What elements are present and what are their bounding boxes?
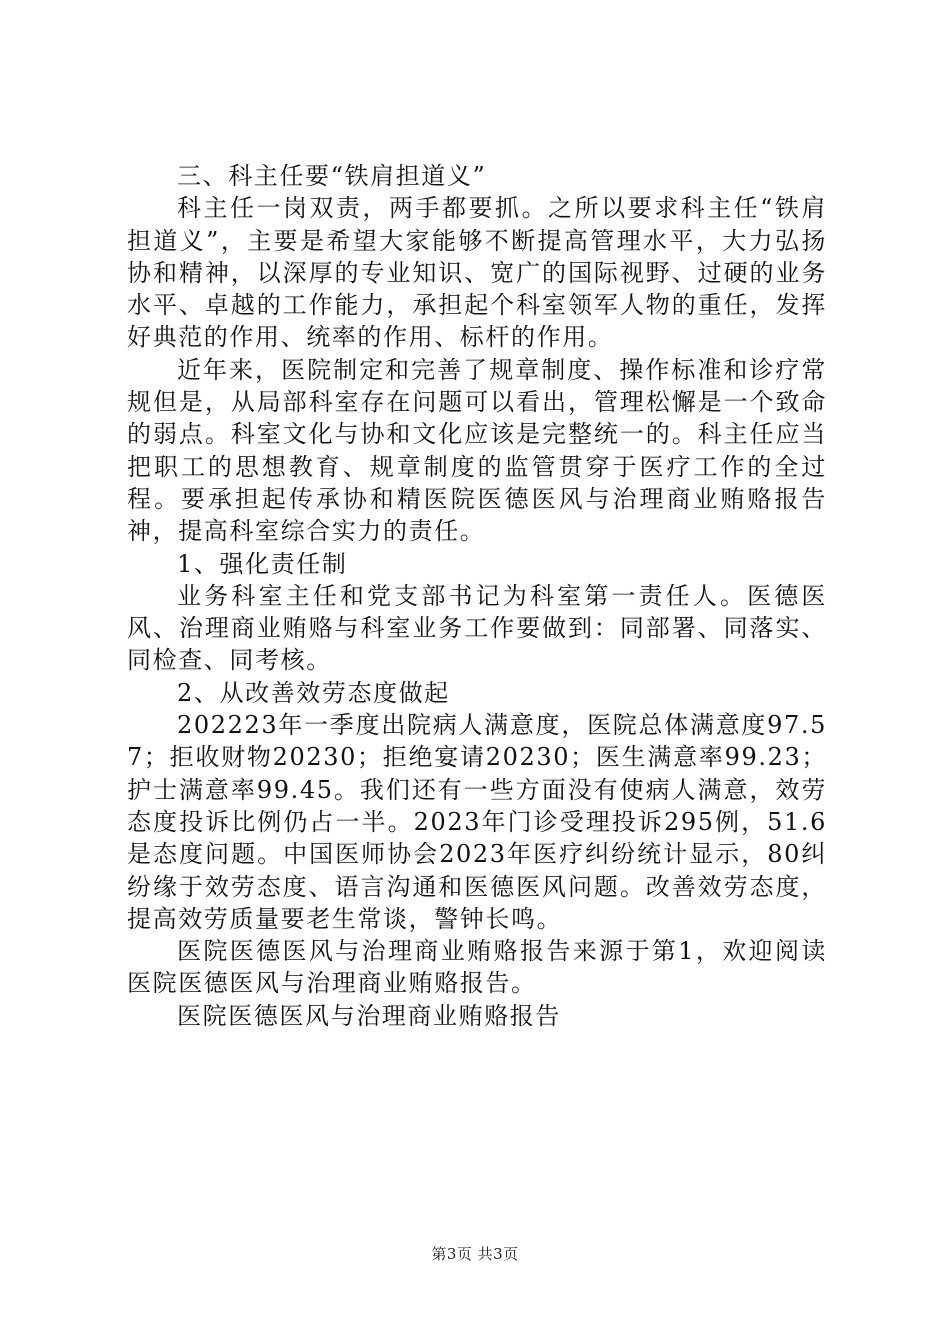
section-heading-3: 三、科主任要“铁肩担道义” [177,162,487,190]
body-paragraph: 202223年一季度出院病人满意度，医院总体满意度97.57；拒收财物20230；拒绝宴请20230；医生满意率99.23；护士满意率99.45。我们还有一些方面没有使病人满意，效劳态度投诉比例仍占一半。2023年门诊受理投诉295例，51.6是态度问题。中国医师协会2023年医疗纠纷统计显示，80纠纷缘于效劳态度、语言沟通和医德医风问题。改善效劳态度，提高效劳质量要老生常谈，警钟长鸣。 [127,711,827,933]
body-paragraph: 医院医德医风与治理商业贿赂报告 [177,1001,561,1030]
subheading-1: 1、强化责任制 [177,549,348,578]
page-footer: 第3页 共3页 [431,1245,519,1263]
body-paragraph: 科主任一岗双责，两手都要抓。之所以要求科主任“铁肩担道义”，主要是希望大家能够不断提高管理水平，大力弘扬协和精神，以深厚的专业知识、宽广的国际视野、过硬的业务水平、卓越的工作能力，承担起个科室领军人物的重任，发挥好典范的作用、统率的作用、标杆的作用。 [127,194,827,352]
body-paragraph: 业务科室主任和党支部书记为科室第一责任人。医德医风、治理商业贿赂与科室业务工作要做到：同部署、同落实、同检查、同考核。 [127,581,827,675]
subheading-2: 2、从改善效劳态度做起 [177,678,450,707]
document-body [127,160,827,1032]
body-paragraph: 近年来，医院制定和完善了规章制度、操作标准和诊疗常规但是，从局部科室存在问题可以看出，管理松懈是一个致命的弱点。科室文化与协和文化应该是完整统一的。科主任应当把职工的思想教育、规章制度的监管贯穿于医疗工作的全过程。要承担起传承协和精医院医德医风与治理商业贿赂报告神，提高科室综合实力的责任。 [127,355,827,546]
body-paragraph: 医院医德医风与治理商业贿赂报告来源于第1，欢迎阅读医院医德医风与治理商业贿赂报告。 [127,937,827,998]
